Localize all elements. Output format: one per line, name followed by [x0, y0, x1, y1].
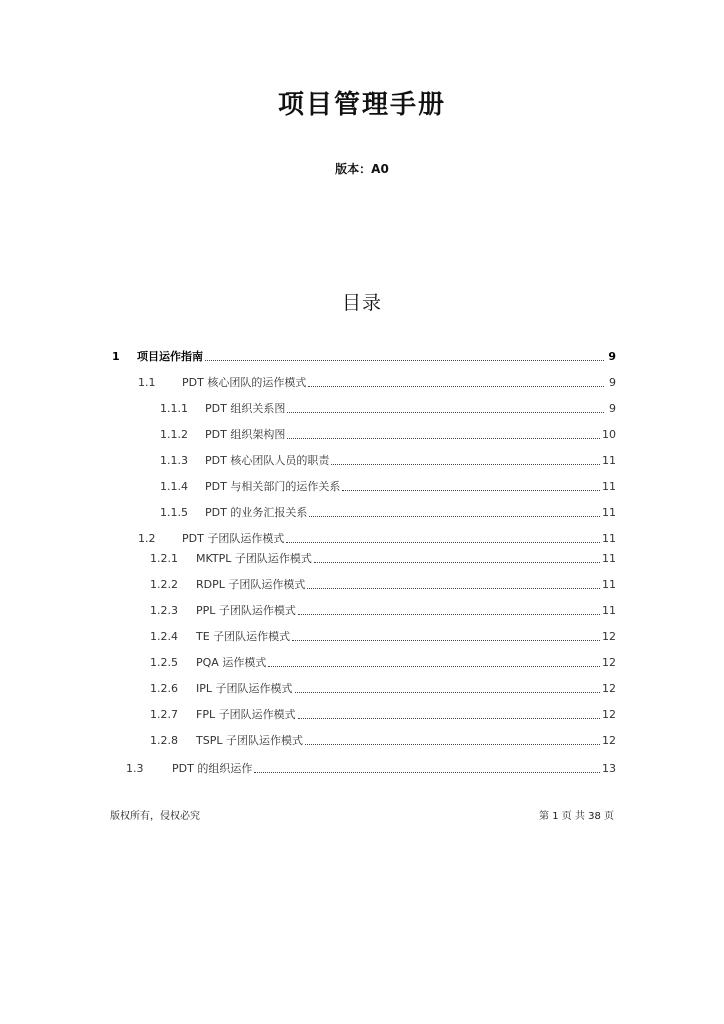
- toc-entry[interactable]: [138, 374, 616, 390]
- toc-entry-page: 13: [602, 762, 616, 775]
- toc-entry-page: 11: [602, 454, 616, 467]
- toc-entry-number: 1.1.3: [160, 454, 188, 467]
- toc-entry[interactable]: [150, 732, 616, 748]
- toc-entry[interactable]: [150, 706, 616, 722]
- toc-entry-page: 12: [602, 682, 616, 695]
- toc-entry-page: 9: [609, 376, 616, 389]
- toc-leader-dots: [305, 736, 600, 745]
- toc-entry-number: 1.2.7: [150, 708, 178, 721]
- toc-entry[interactable]: [150, 628, 616, 644]
- toc-leader-dots: [331, 456, 600, 465]
- toc-entry[interactable]: [138, 530, 616, 546]
- toc-entry-number: 1.2.3: [150, 604, 178, 617]
- toc-entry-number: 1.1.4: [160, 480, 188, 493]
- toc-entry-page: 12: [602, 734, 616, 747]
- toc-entry-label: TSPL 子团队运作模式: [196, 734, 303, 747]
- toc-entry-number: 1.2.5: [150, 656, 178, 669]
- toc-entry-page: 11: [602, 506, 616, 519]
- toc-entry-page: 9: [609, 402, 616, 415]
- toc-entry-label: PDT 的业务汇报关系: [205, 506, 308, 519]
- toc-entry-label: MKTPL 子团队运作模式: [196, 552, 312, 565]
- toc-entry-page: 11: [602, 578, 616, 591]
- toc-leader-dots: [205, 352, 604, 361]
- toc-leader-dots: [286, 534, 600, 543]
- toc-entry-page: 12: [602, 630, 616, 643]
- toc-entry-label: PDT 与相关部门的运作关系: [205, 480, 341, 493]
- toc-entry[interactable]: [150, 550, 616, 566]
- toc-entry[interactable]: [112, 348, 616, 364]
- toc-entry-number: 1.1.2: [160, 428, 188, 441]
- toc-entry-label: IPL 子团队运作模式: [196, 682, 293, 695]
- toc-leader-dots: [287, 404, 604, 413]
- toc-entry-label: PPL 子团队运作模式: [196, 604, 296, 617]
- toc-entry-page: 11: [602, 480, 616, 493]
- toc-entry-page: 11: [602, 604, 616, 617]
- toc-entry-label: FPL 子团队运作模式: [196, 708, 296, 721]
- toc-entry-page: 11: [602, 532, 616, 545]
- toc-entry-page: 12: [602, 708, 616, 721]
- toc-entry-number: 1.2: [138, 532, 156, 545]
- toc-entry[interactable]: [150, 576, 616, 592]
- footer-page-number: 第 1 页 共 38 页: [539, 811, 614, 822]
- toc-leader-dots: [307, 580, 600, 589]
- toc-entry-label: 项目运作指南: [137, 350, 203, 363]
- toc-leader-dots: [292, 632, 600, 641]
- toc-entry-label: PDT 的组织运作: [172, 762, 253, 775]
- toc-leader-dots: [287, 430, 600, 439]
- toc-entry-label: PDT 组织架构图: [205, 428, 286, 441]
- toc-entry-label: PDT 核心团队的运作模式: [182, 376, 307, 389]
- toc-entry-number: 1.2.2: [150, 578, 178, 591]
- toc-heading: 目录: [341, 292, 382, 314]
- toc-entry-number: 1.1: [138, 376, 156, 389]
- toc-leader-dots: [342, 482, 600, 491]
- document-version: 版本：A0: [335, 162, 389, 176]
- toc-entry-number: 1: [112, 350, 120, 363]
- toc-entry-number: 1.3: [126, 762, 144, 775]
- toc-entry-label: TE 子团队运作模式: [196, 630, 291, 643]
- toc-entry-page: 12: [602, 656, 616, 669]
- toc-leader-dots: [298, 606, 600, 615]
- toc-entry-label: PDT 组织关系图: [205, 402, 286, 415]
- toc-entry[interactable]: [150, 680, 616, 696]
- toc-entry-number: 1.2.8: [150, 734, 178, 747]
- toc-entry-page: 9: [608, 350, 616, 363]
- toc-entry[interactable]: [160, 426, 616, 442]
- toc-entry[interactable]: [160, 504, 616, 520]
- toc-leader-dots: [295, 684, 600, 693]
- toc-leader-dots: [298, 710, 600, 719]
- toc-entry[interactable]: [126, 760, 616, 776]
- toc-entry-label: PDT 核心团队人员的职责: [205, 454, 330, 467]
- toc-entry-number: 1.2.1: [150, 552, 178, 565]
- toc-entry-number: 1.1.5: [160, 506, 188, 519]
- toc-leader-dots: [268, 658, 600, 667]
- toc-leader-dots: [254, 764, 600, 773]
- toc-leader-dots: [314, 554, 600, 563]
- toc-entry[interactable]: [160, 452, 616, 468]
- toc-entry-number: 1.1.1: [160, 402, 188, 415]
- toc-entry-page: 11: [602, 552, 616, 565]
- toc-entry[interactable]: [160, 400, 616, 416]
- toc-entry[interactable]: [150, 602, 616, 618]
- toc-entry-page: 10: [602, 428, 616, 441]
- toc-entry-label: PQA 运作模式: [196, 656, 267, 669]
- toc-leader-dots: [308, 378, 604, 387]
- toc-entry[interactable]: [150, 654, 616, 670]
- toc-entry-label: RDPL 子团队运作模式: [196, 578, 306, 591]
- toc-leader-dots: [309, 508, 600, 517]
- toc-entry-number: 1.2.6: [150, 682, 178, 695]
- document-title: 项目管理手册: [277, 90, 446, 120]
- toc-entry-label: PDT 子团队运作模式: [182, 532, 285, 545]
- footer-copyright: 版权所有，侵权必究: [110, 811, 200, 822]
- toc-entry[interactable]: [160, 478, 616, 494]
- toc-entry-number: 1.2.4: [150, 630, 178, 643]
